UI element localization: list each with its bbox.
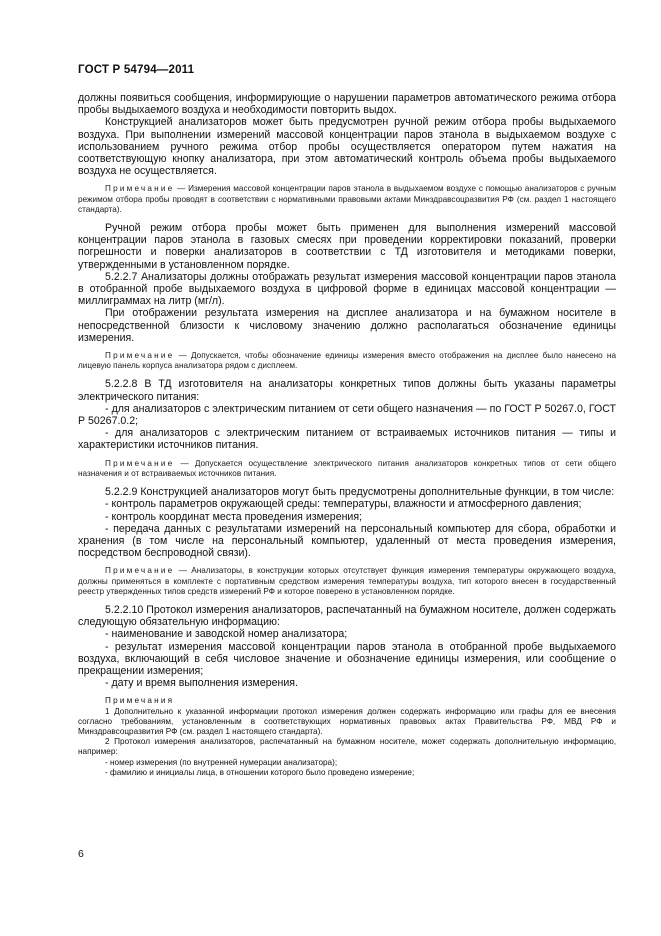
list-item: - для анализаторов с электрическим питанием от сети общего назначения — по ГОСТ Р 50267.0, ГОСТ Р 50267.0.2;	[78, 402, 616, 428]
note-item: - фамилию и инициалы лица, в отношении которого было проведено измерение;	[105, 767, 415, 777]
note-text: — Измерения массовой концентрации паров этанола в выдыхаемом воздухе с помощью анализаторов с ручным режимом отбора пробы проводят в соответствии с нормативными правовыми актами Минздравсоцразвития РФ (см. раздел 1 настоящего стандарта).	[78, 184, 616, 214]
note-item: 1 Дополнительно к указанной информации протокол измерения должен содержать информацию или графы для ее внесения согласно требованиям, установленным в соответствующих нормативных правовых актах Правительства РФ, МВД РФ и Минздравсоцразвития РФ (см. раздел 1 настоящего стандарта).	[78, 706, 616, 736]
list-item: - наименование и заводской номер анализатора;	[105, 628, 348, 641]
list-item: - для анализаторов с электрическим питанием от встраиваемых источников питания — типы и характеристики источников питания.	[78, 427, 616, 452]
list-item: - контроль параметров окружающей среды: температуры, влажности и атмосферного давления;	[105, 498, 582, 511]
paragraph: При отображении результата измерения на дисплее анализатора и на бумажном носителе в непосредственной близости к числовому значению должно располагаться обозначение единицы измерения.	[78, 307, 616, 344]
note-label: Примечание	[105, 566, 175, 576]
note-text: — Анализаторы, в конструкции которых отсутствует функция измерения температуры окружающего воздуха, должны применяться в комплекте с портативным средством измерения температуры воздуха, тип которого внесен в государственный реестр утвержденных типов средств измерений РФ и которое поверено в установленном порядке.	[78, 566, 616, 596]
note	[78, 566, 616, 597]
list-item: - передача данных с результатами измерений на персональный компьютер для сбора, обработки и хранения (в том числе на персональный компьютер, удаленный от места проведения измерения, посредством беспроводной связи).	[78, 522, 616, 560]
note-label: Примечание	[105, 184, 175, 194]
paragraph: Ручной режим отбора пробы может быть применен для выполнения измерений массовой концентрации паров этанола в газовых смесях при проведении корректировки показаний, проверки погрешности и поверки анализаторов в соответствии с ТД изготовителя и методиками поверки, утвержденными в установленном порядке.	[78, 222, 616, 271]
note-item: - номер измерения (по внутренней нумерации анализатора);	[105, 757, 338, 767]
paragraph: Конструкцией анализаторов может быть предусмотрен ручной режим отбора пробы выдыхаемого воздуха. При выполнении измерений массовой концентрации паров этанола в выдыхаемом воздухе с использованием ручного режима отбор пробы осуществляется оператором путем нажатия на соответствующую кнопку анализатора, при этом автоматический контроль объема пробы выдыхаемого воздуха не осуществляется.	[78, 116, 616, 178]
paragraph-5-2-2-10: 5.2.2.10 Протокол измерения анализаторов, распечатанный на бумажном носителе, должен содержать следующую обязательную информацию:	[78, 603, 616, 629]
note	[78, 351, 616, 371]
note	[78, 184, 616, 215]
paragraph-5-2-2-9: 5.2.2.9 Конструкцией анализаторов могут быть предусмотрены дополнительные функции, в том числе:	[105, 486, 615, 499]
note-label: Примечание	[105, 458, 175, 468]
note-label: Примечание	[105, 351, 175, 361]
note-item: 2 Протокол измерения анализаторов, распечатанный на бумажном носителе, может содержать дополнительную информацию, например:	[78, 737, 616, 757]
list-item: - дату и время выполнения измерения.	[105, 677, 298, 690]
document-body	[78, 92, 616, 778]
paragraph-5-2-2-7: 5.2.2.7 Анализаторы должны отображать результат измерения массовой концентрации паров этанола в отобранной пробе выдыхаемого воздуха в цифровой форме в единицах массовой концентрации — миллиграммах на литр (мг/л).	[78, 270, 616, 308]
document-header: ГОСТ Р 54794—2011	[78, 64, 195, 76]
notes-heading: Примечания	[105, 696, 175, 706]
page-number: 6	[78, 848, 84, 860]
paragraph-5-2-2-8: 5.2.2.8 В ТД изготовителя на анализаторы конкретных типов должны быть указаны параметры электрического питания:	[78, 378, 616, 403]
list-item: - результат измерения массовой концентрации паров этанола в отобранной пробе выдыхаемого воздуха, включающий в себя числовое значение и обозначение единицы измерения, или сообщение о прекращении измерения;	[78, 640, 616, 677]
note-text: — Допускается осуществление электрического питания анализаторов конкретных типов от сети общего назначения и от встраиваемых источников питания.	[78, 458, 616, 478]
paragraph: должны появиться сообщения, информирующие о нарушении параметров автоматического режима отбора пробы выдыхаемого воздуха и необходимости повторить выдох.	[78, 92, 616, 117]
note	[78, 459, 616, 479]
note-text: — Допускается, чтобы обозначение единицы измерения вместо отображения на дисплее было нанесено на лицевую панель корпуса анализатора рядом с дисплеем.	[78, 351, 616, 371]
list-item: - контроль координат места проведения измерения;	[105, 510, 363, 523]
